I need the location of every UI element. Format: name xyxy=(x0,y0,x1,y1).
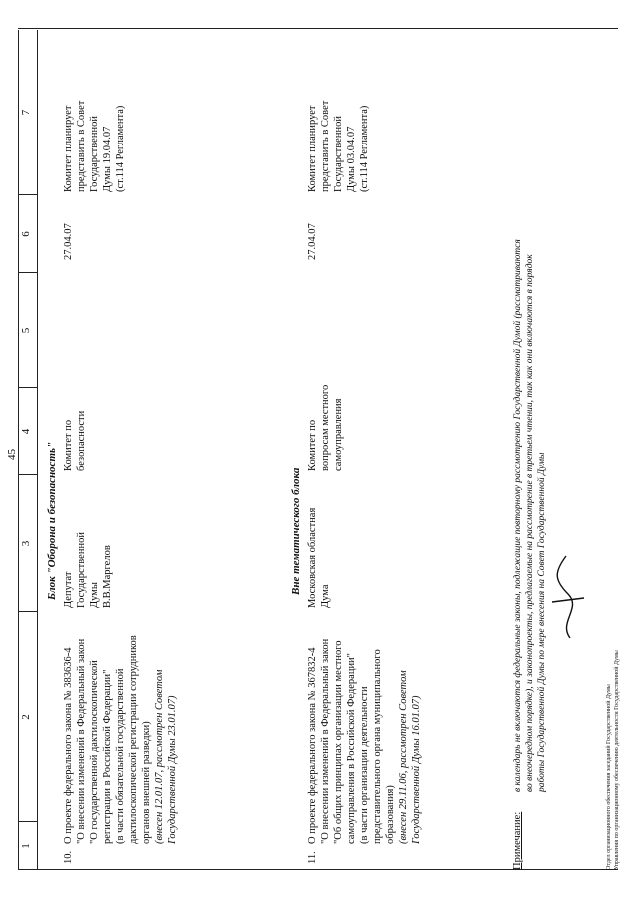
row-author xyxy=(306,478,332,608)
text-line: Государственной Думы 23.01.07) xyxy=(167,695,178,844)
text-line: Управления по организационному обеспечению деятельности Государственной Думы xyxy=(614,650,620,870)
text-line: представительного органа муниципального xyxy=(372,649,383,844)
text-line: О проекте федерального закона № 383636-4 xyxy=(63,647,74,844)
text-line: образования) xyxy=(385,785,396,844)
text-line: Думы xyxy=(89,582,100,608)
text-line: вопросам местного xyxy=(320,384,331,471)
text-line: дактилоскопической регистрации сотрудников xyxy=(128,635,139,844)
row-number: 10. xyxy=(63,850,74,864)
text-line: Московская областная xyxy=(307,507,318,608)
text-line: органов внешней разведки) xyxy=(141,721,152,844)
text-line: Думы 03.04.07 xyxy=(346,126,357,192)
text-line: (в части обязательной государственной xyxy=(115,668,126,844)
text-line: Комитет по xyxy=(307,419,318,471)
column-header-3: 3 xyxy=(20,540,32,547)
text-line: Комитет планирует xyxy=(307,105,318,192)
text-line: "О внесении изменений в Федеральный закон xyxy=(320,638,331,844)
page-number: 45 xyxy=(6,449,18,460)
text-line: безопасности xyxy=(76,410,87,471)
text-line: "Об общих принципах организации местного xyxy=(333,640,344,844)
text-line: Комитет планирует xyxy=(63,105,74,192)
text-line: в календарь не включаются федеральные законы, подлежащие повторному рассмотрению Государственной Думой (рассматриваются xyxy=(513,239,523,792)
text-line: (ст.114 Регламента) xyxy=(359,105,370,192)
text-line: представить в Совет xyxy=(76,100,87,192)
column-header-2: 2 xyxy=(20,714,32,720)
row-committee xyxy=(62,389,88,471)
text-line: самоуправления в Российской Федерации" xyxy=(346,653,357,844)
column-header-4: 4 xyxy=(20,428,32,435)
text-line: О проекте федерального закона № 367832-4 xyxy=(307,647,318,844)
text-line: самоуправления xyxy=(333,398,344,471)
row-remark xyxy=(62,32,127,192)
signature-mark xyxy=(548,552,588,642)
row-number: 11. xyxy=(307,851,318,864)
text-line: (ст.114 Регламента) xyxy=(115,105,126,192)
text-line: (внесен 29.11.06, рассмотрен Советом xyxy=(398,670,409,844)
text-line: Депутат xyxy=(63,571,74,608)
text-line: В.В.Маргелов xyxy=(102,545,113,608)
note-text xyxy=(512,32,548,792)
column-header-7: 7 xyxy=(20,109,32,116)
row-date: 27.04.07 xyxy=(63,223,74,260)
text-line: Дума xyxy=(320,584,331,608)
row-description xyxy=(306,619,423,844)
block-title-defense: Блок "Оборона и безопасность" xyxy=(46,441,58,600)
column-header-5: 5 xyxy=(20,327,32,334)
row-remark xyxy=(306,32,371,192)
text-line: Государственной Думы 16.01.07) xyxy=(411,695,422,844)
text-line: представить в Совет xyxy=(320,100,331,192)
text-line: Государственной xyxy=(333,116,344,192)
text-line: (в части организации деятельности xyxy=(359,686,370,844)
column-header-1: 1 xyxy=(20,843,32,849)
text-line: Государственной xyxy=(76,532,87,608)
column-header-6: 6 xyxy=(20,231,32,237)
text-line: регистрации в Российской Федерации" xyxy=(102,669,113,844)
text-line: Думы 19.04.07 xyxy=(102,126,113,192)
text-line: работы Государственной Думы по мере внесения на Совет Государственной Думы xyxy=(537,452,547,792)
text-line: во внеочередном порядке), и законопроекты, предлагаемые на рассмотрение в третьем чтении, так как они включаются в порядок xyxy=(525,254,535,792)
row-description xyxy=(62,619,179,844)
row-date: 27.04.07 xyxy=(307,223,318,260)
text-line: (внесен 12.01.07, рассмотрен Советом xyxy=(154,669,165,844)
row-committee xyxy=(306,384,345,471)
text-line: "О государственной дактилоскопической xyxy=(89,660,100,844)
text-line: "О внесении изменений в Федеральный закон xyxy=(76,638,87,844)
footer-text xyxy=(605,450,621,870)
block-title-other: Вне тематического блока xyxy=(290,467,302,595)
row-author xyxy=(62,478,114,608)
text-line: Отдел организационного обеспечения заседаний Государственной Думы xyxy=(606,684,612,870)
note-label: Примечание: xyxy=(512,811,523,870)
text-line: Комитет по xyxy=(63,419,74,471)
text-line: Государственной xyxy=(89,116,100,192)
